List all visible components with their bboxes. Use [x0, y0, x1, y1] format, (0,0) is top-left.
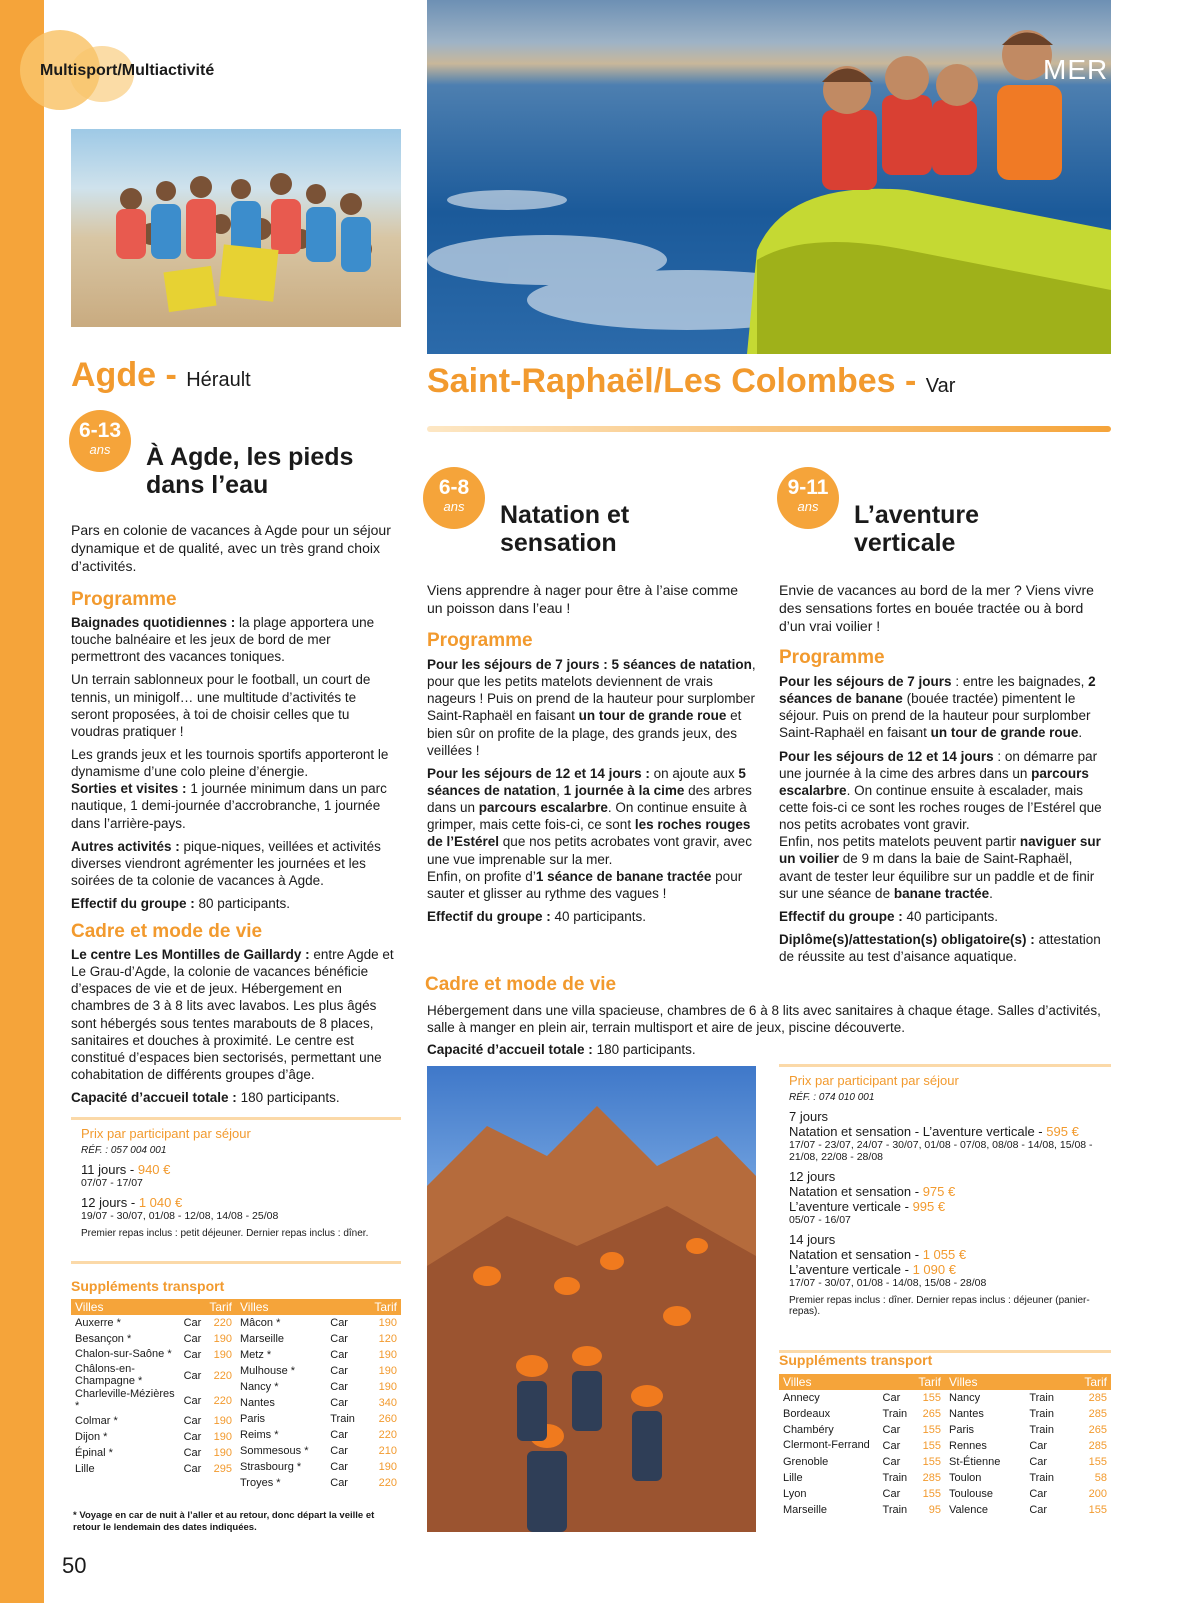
sr-cap-b: Capacité d’accueil totale : [427, 1042, 593, 1057]
transport-mode: Car [330, 1381, 348, 1393]
transport-row [945, 1422, 1111, 1438]
transport-price: 220 [213, 1369, 232, 1382]
sr-b-p2-b: Pour les séjours de 12 et 14 jours [779, 748, 994, 764]
sr-a-headline: Natation et sensation [500, 501, 630, 557]
sr-a-p3-e: pour sauter et glisser au rythme des vagues ! [427, 868, 743, 901]
sr-ref: RÉF. : 074 010 001 [789, 1092, 875, 1103]
sr-title-text: Saint-Raphaël/Les Colombes - [427, 362, 926, 400]
sr-b-p5: attestation de réussite au test d’aisance aquatique. [779, 931, 1101, 965]
agde-o1-dates: 07/07 - 17/07 [81, 1177, 143, 1189]
transport-row [779, 1438, 945, 1454]
sr-b-age-badge [777, 467, 839, 529]
agde-age-unit: ans [89, 442, 111, 457]
transport-mode: Car [183, 1415, 202, 1428]
transport-mode: Train [882, 1408, 908, 1420]
transport-row [236, 1459, 401, 1475]
sr-o2-l1: Natation et sensation - [789, 1184, 923, 1199]
transport-price: 155 [922, 1392, 941, 1404]
agde-o2-dates: 19/07 - 30/07, 01/08 - 12/08, 14/08 - 25/08 [81, 1210, 279, 1222]
agde-o1-price: 940 € [137, 1162, 171, 1177]
transport-mode: Train [1029, 1424, 1054, 1436]
agde-c1: entre Agde et Le Grau-d’Agde, la colonie de vacances bénéficie d’espaces de vie et de jeux. Hébergement en chambres de 3 à 8 lits avec lavabos. Les plus âgés sont hébergés sous tentes marabouts de 8 places, sanitaires et douches à proximité. Le centre est constitué d’espaces bien sectorisés, permettant une cohabitation de différents groupes d’âge. [71, 947, 394, 1082]
transport-city: Toulon [949, 1472, 982, 1484]
sr-region: Var [925, 375, 956, 397]
sr-b-p1-b2: 2 séances de banane [779, 674, 1096, 707]
transport-mode: Train [1029, 1408, 1054, 1420]
agde-o2-price: 1 040 € [138, 1195, 183, 1210]
sr-transport-table-right [945, 1374, 1111, 1518]
agde-p1: la plage apportera une touche balnéaire et les jeux de bord de mer permettront des vacances toniques. [71, 615, 375, 665]
agde-age-badge [69, 410, 131, 472]
sr-a-p3-b: 1 séance de banane tractée [535, 868, 712, 884]
sr-o3-p2: 1 090 € [912, 1262, 956, 1277]
agde-transport-table-right [236, 1299, 401, 1491]
transport-row [71, 1363, 236, 1388]
transport-mode: Car [183, 1333, 202, 1345]
sr-o1-days: 7 jours [789, 1109, 829, 1124]
agde-p6-b: Effectif du groupe : [71, 896, 195, 912]
sr-a-programme-title: Programme [427, 630, 533, 651]
sr-o1-line: Natation et sensation - L’aventure verticale - [789, 1124, 1047, 1139]
sr-a-p2-e: . On continue ensuite à grimper, mais cette fois-ci, ce sont [427, 800, 747, 833]
agde-c2: 180 participants. [236, 1090, 340, 1106]
sr-b-p1-b3: un tour de grande roue [930, 725, 1079, 741]
agde-o1-days: 11 jours - [81, 1162, 138, 1177]
transport-mode: Car [882, 1392, 901, 1404]
transport-city: Bordeaux [783, 1408, 831, 1420]
transport-row [945, 1438, 1111, 1454]
transport-mode: Car [183, 1447, 202, 1460]
transport-city: Lille [783, 1472, 803, 1484]
agde-cadre [71, 946, 396, 1106]
sr-supp-title: Suppléments transport [779, 1352, 933, 1368]
transport-city: Charleville-Mézières * [75, 1388, 175, 1412]
transport-row [71, 1429, 236, 1445]
sr-cadre-title: Cadre et mode de vie [425, 974, 617, 995]
transport-city: Paris [240, 1413, 266, 1425]
transport-mode: Train [330, 1413, 355, 1425]
sr-b-p3-e: . [989, 885, 993, 901]
sr-b-p5-b: Diplôme(s)/attestation(s) obligatoire(s) : [779, 931, 1035, 947]
sr-b-p2-b2: parcours escalarbre [779, 765, 1089, 798]
sr-b-age: 9-11 [787, 476, 829, 499]
sr-b-programme-title: Programme [779, 647, 885, 668]
transport-price: 190 [378, 1381, 397, 1393]
theme-label: MER [1043, 54, 1109, 85]
transport-price: 95 [928, 1504, 941, 1516]
sr-a-p2-b4: parcours escalarbre [478, 800, 608, 816]
transport-row [779, 1454, 945, 1470]
transport-mode: Car [183, 1431, 202, 1444]
transport-row [236, 1315, 401, 1331]
transport-price: 155 [1088, 1456, 1107, 1468]
agde-c1-b: Le centre Les Montilles de Gaillardy : [71, 947, 310, 962]
transport-city: Rennes [949, 1440, 987, 1452]
transport-price: 285 [1088, 1408, 1107, 1420]
agde-programme [71, 614, 396, 912]
sr-b-p4: 40 participants. [902, 908, 999, 924]
transport-row [945, 1406, 1111, 1422]
agde-title [71, 356, 251, 395]
transport-price: 155 [922, 1456, 941, 1468]
transport-row [236, 1475, 401, 1491]
transport-price: 190 [213, 1349, 232, 1361]
transport-mode: Car [1029, 1440, 1048, 1452]
sr-o3-p1: 1 055 € [922, 1247, 967, 1262]
sr-a-p3: Enfin, on profite d’ [427, 868, 536, 884]
transport-mode: Car [183, 1394, 202, 1407]
sr-o3-dates: 17/07 - 30/07, 01/08 - 14/08, 15/08 - 28/08 [789, 1277, 987, 1289]
transport-mode: Car [330, 1349, 348, 1361]
agde-title-text: Agde - [71, 356, 187, 394]
transport-price: 190 [213, 1415, 232, 1428]
transport-city: Grenoble [783, 1456, 829, 1468]
sr-a-p1-e: et bien sûr on profite de la plage, des grands jeux, des veillées ! [427, 708, 742, 758]
transport-city: Châlons-en-Champagne * [75, 1363, 143, 1387]
transport-city: Colmar * [75, 1415, 118, 1428]
th-tarif: Tarif [913, 1374, 945, 1390]
transport-price: 155 [922, 1488, 941, 1500]
transport-row [779, 1486, 945, 1502]
agde-region: Hérault [186, 369, 251, 391]
transport-city: Paris [949, 1424, 975, 1436]
sr-a-p2: on ajoute aux [649, 765, 739, 781]
transport-price: 220 [378, 1477, 397, 1489]
agde-p1-b: Baignades quotidiennes : [71, 615, 236, 630]
transport-row [236, 1443, 401, 1459]
sr-a-age-badge [423, 467, 485, 529]
agde-footnote: * Voyage en car de nuit à l’aller et au retour, donc départ la veille et retour le lendemain des dates indiquées. [73, 1510, 375, 1534]
sr-b-programme [779, 673, 1104, 965]
transport-city: Besançon * [75, 1333, 132, 1345]
transport-price: 285 [1088, 1440, 1107, 1452]
transport-row [71, 1315, 236, 1331]
transport-city: Lille [75, 1463, 95, 1476]
sr-transport-table-left [779, 1374, 945, 1518]
transport-mode: Train [882, 1504, 908, 1516]
agde-p4-b: Sorties et visites : [71, 781, 187, 797]
agde-group-photo [71, 129, 401, 327]
sr-b-headline: L’aventure verticale [854, 501, 980, 557]
transport-mode: Car [330, 1333, 348, 1345]
transport-price: 265 [922, 1408, 941, 1420]
transport-price: 190 [213, 1431, 232, 1444]
transport-price: 210 [378, 1445, 397, 1457]
transport-price: 340 [378, 1397, 397, 1409]
transport-price: 260 [378, 1413, 397, 1425]
sr-b-p2-c: . On continue ensuite à escalader, mais cette fois-ci ce sont les roches rouges de l’Estérel que nos petits acrobates vont gravir. [779, 782, 1102, 833]
side-band [0, 0, 44, 1603]
transport-city: Nancy [949, 1392, 981, 1404]
sr-b-p3-b: naviguer sur un voilier [779, 834, 1101, 867]
transport-mode: Car [330, 1317, 348, 1329]
transport-price: 190 [378, 1365, 397, 1377]
transport-row [945, 1454, 1111, 1470]
sr-b-p4-b: Effectif du groupe : [779, 908, 903, 924]
transport-city: Mâcon * [240, 1317, 281, 1329]
climbing-photo [427, 1066, 756, 1532]
transport-row [779, 1406, 945, 1422]
agde-ref: RÉF. : 057 004 001 [81, 1145, 167, 1156]
transport-mode: Car [882, 1424, 901, 1436]
transport-price: 295 [213, 1463, 232, 1476]
transport-price: 220 [213, 1317, 232, 1329]
transport-city: Clermont-Ferrand [783, 1439, 870, 1452]
agde-cadre-title: Cadre et mode de vie [71, 921, 263, 942]
th-tarif: Tarif [205, 1299, 236, 1315]
transport-price: 190 [378, 1349, 397, 1361]
sr-a-programme [427, 656, 762, 925]
transport-price: 190 [378, 1461, 397, 1473]
transport-city: Chambéry [783, 1424, 834, 1436]
agde-p3: Les grands jeux et les tournois sportifs apporteront le dynamisme d’une colo pleine d’énergie. [71, 746, 389, 780]
transport-price: 220 [213, 1394, 232, 1407]
sr-a-age: 6-8 [438, 476, 470, 499]
transport-price: 155 [922, 1424, 941, 1436]
sr-b-age-unit: ans [797, 499, 819, 514]
agde-o2-days: 12 jours - [81, 1195, 139, 1210]
sr-o2-l2: L’aventure verticale - [789, 1199, 913, 1214]
transport-city: Nantes [240, 1397, 275, 1409]
transport-price: 285 [1088, 1392, 1107, 1404]
transport-mode: Car [330, 1445, 348, 1457]
sr-a-p2-f: que nos petits acrobates vont gravir, avec une vue imprenable sur la mer. [427, 834, 752, 867]
transport-mode: Car [330, 1461, 348, 1473]
transport-row [236, 1427, 401, 1443]
agde-p5: pique-niques, veillées et activités diverses viendront agrémenter les journées et les soirées de ta colonie de vacances à Agde. [71, 838, 381, 888]
transport-mode: Car [882, 1440, 901, 1452]
sr-cadre: Hébergement dans une villa spacieuse, chambres de 6 à 8 lits avec sanitaires à chaque étage. Salles d’activités, salle à manger en plein air, terrain multisport et aire de jeux, piscine découverte. [427, 1003, 1101, 1036]
transport-row [236, 1347, 401, 1363]
transport-mode: Car [330, 1477, 348, 1489]
agde-p6: 80 participants. [194, 896, 291, 912]
sr-b-p1-c: (bouée tractée) pimentent le séjour. Puis on prend de la hauteur pour surplomber Saint-Raphaël en faisant [779, 691, 1091, 741]
transport-row [236, 1411, 401, 1427]
agde-supp-title: Suppléments transport [71, 1278, 225, 1294]
transport-mode: Car [882, 1456, 901, 1468]
agde-meals: Premier repas inclus : petit déjeuner. Dernier repas inclus : dîner. [81, 1228, 369, 1239]
agde-intro: Pars en colonie de vacances à Agde pour un séjour dynamique et de qualité, avec un très grand choix d’activités. [71, 522, 391, 574]
transport-mode: Car [183, 1369, 202, 1382]
transport-city: Chalon-sur-Saône * [75, 1348, 172, 1361]
sr-b-p1: : entre les baignades, [951, 674, 1089, 689]
sr-meals: Premier repas inclus : dîner. Dernier repas inclus : déjeuner (panier-repas). [789, 1295, 1090, 1317]
transport-city: Mulhouse * [240, 1365, 296, 1377]
transport-mode: Car [1029, 1504, 1048, 1516]
sr-b-p3: Enfin, nos petits matelots peuvent partir [779, 834, 1020, 850]
transport-mode: Car [183, 1349, 202, 1361]
sr-b-p3-c: de 9 m dans la baie de Saint-Raphaël, avant de tester leur équilibre sur un paddle et de finir sur une séance de [779, 851, 1095, 901]
transport-city: Lyon [783, 1488, 807, 1500]
transport-city: Reims * [240, 1429, 279, 1441]
agde-c2-b: Capacité d’accueil totale : [71, 1090, 237, 1106]
sr-a-intro: Viens apprendre à nager pour être à l’aise comme un poisson dans l’eau ! [427, 582, 739, 616]
agde-age: 6-13 [78, 419, 122, 442]
transport-city: Toulouse [949, 1488, 994, 1500]
sr-a-p1-b: Pour les séjours de 7 jours : 5 séances de natation [427, 657, 752, 672]
sr-o2-p2: 995 € [912, 1199, 946, 1214]
transport-city: Nancy * [240, 1381, 279, 1393]
sr-o2-dates: 05/07 - 16/07 [789, 1214, 851, 1226]
transport-price: 285 [922, 1472, 941, 1484]
th-tarif: Tarif [1069, 1374, 1111, 1390]
agde-price-label: Prix par participant par séjour [81, 1126, 251, 1141]
th-villes: Villes [236, 1299, 326, 1315]
transport-row [236, 1331, 401, 1347]
transport-mode: Car [1029, 1488, 1048, 1500]
sr-o2-days: 12 jours [789, 1169, 836, 1184]
sr-divider [427, 426, 1111, 432]
transport-city: Strasbourg * [240, 1461, 302, 1473]
agde-headline: À Agde, les pieds dans l’eau [146, 443, 354, 499]
sr-o1-dates: 17/07 - 23/07, 24/07 - 30/07, 01/08 - 07/08, 08/08 - 14/08, 15/08 - 21/08, 22/08 - 28/08 [789, 1139, 1093, 1163]
sr-b-intro: Envie de vacances au bord de la mer ? Viens vivre des sensations fortes en bouée tractée ou à bord d’un vrai voilier ! [779, 582, 1094, 634]
transport-row [71, 1445, 236, 1461]
transport-row [71, 1347, 236, 1363]
sr-a-p2-b: Pour les séjours de 12 et 14 jours : [427, 765, 650, 781]
transport-city: Marseille [240, 1333, 285, 1345]
th-villes: Villes [71, 1299, 180, 1315]
transport-city: Marseille [783, 1504, 828, 1516]
transport-row [779, 1390, 945, 1406]
th-tarif: Tarif [365, 1299, 401, 1315]
sr-o1-price: 595 € [1046, 1124, 1079, 1139]
transport-row [71, 1461, 236, 1477]
transport-city: Sommesous * [240, 1445, 309, 1457]
th-villes: Villes [779, 1374, 879, 1390]
sr-price-label: Prix par participant par séjour [789, 1073, 959, 1088]
transport-mode: Car [330, 1429, 348, 1441]
transport-row [71, 1388, 236, 1413]
transport-row [71, 1413, 236, 1429]
transport-row [779, 1422, 945, 1438]
sr-a-p2-b2: 5 séances de natation [427, 765, 746, 798]
transport-city: Épinal * [75, 1447, 113, 1460]
transport-city: Auxerre * [75, 1317, 121, 1329]
transport-row [779, 1470, 945, 1486]
sr-b-p1-e: . [1078, 725, 1083, 741]
transport-mode: Train [882, 1472, 908, 1484]
sr-a-p2-d: des arbres dans un [427, 782, 752, 816]
sr-capacity [427, 1041, 1107, 1058]
sr-a-p2-b5: les roches rouges de l’Estérel [427, 817, 751, 850]
transport-mode: Car [882, 1488, 901, 1500]
sr-o2-p1: 975 € [922, 1184, 956, 1199]
sr-a-p1: , pour que les petits matelots deviennent de vrais nageurs ! Puis on prend de la hauteur pour surplomber Saint-Raphaël en faisant [427, 657, 756, 724]
sr-a-p2-b3: 1 journée à la cime [563, 782, 685, 798]
sr-a-age-unit: ans [443, 499, 465, 514]
transport-price: 220 [378, 1429, 397, 1441]
sr-cap: 180 participants. [592, 1042, 696, 1057]
transport-price: 265 [1088, 1424, 1107, 1436]
transport-city: Valence [949, 1504, 988, 1516]
transport-city: Metz * [240, 1349, 272, 1361]
agde-p4: 1 journée minimum dans un parc nautique, 1 demi-journée d’accrobranche, 1 journée dans l’arrière-pays. [71, 781, 387, 831]
transport-row [945, 1390, 1111, 1406]
sr-o3-days: 14 jours [789, 1232, 836, 1247]
agde-p2: Un terrain sablonneux pour le football, un court de tennis, un minigolf… une multitude d’activités te seront proposées, à toi de choisir celles que tu voudras pratiquer ! [71, 672, 371, 739]
sr-a-p1-b2: un tour de grande roue [578, 708, 727, 724]
transport-mode: Train [1029, 1392, 1054, 1404]
transport-city: St-Étienne [949, 1456, 1001, 1468]
category-label: Multisport/Multiactivité [40, 62, 215, 79]
transport-mode: Train [1029, 1472, 1054, 1484]
transport-price: 190 [213, 1447, 232, 1460]
transport-city: Nantes [949, 1408, 984, 1420]
agde-transport-table-left [71, 1299, 236, 1477]
transport-price: 155 [922, 1440, 941, 1452]
sr-title [427, 362, 955, 401]
transport-row [945, 1486, 1111, 1502]
transport-mode: Car [183, 1317, 202, 1329]
agde-price-box [71, 1117, 401, 1264]
transport-row [71, 1331, 236, 1347]
transport-row [236, 1363, 401, 1379]
transport-row [236, 1379, 401, 1395]
transport-price: 58 [1094, 1472, 1107, 1484]
transport-mode: Car [330, 1397, 348, 1409]
transport-row [945, 1470, 1111, 1486]
sr-b-p3-b2: banane tractée [893, 885, 990, 901]
agde-programme-title: Programme [71, 589, 177, 610]
sr-a-p4: 40 participants. [550, 908, 647, 924]
sr-price-box [779, 1064, 1111, 1353]
transport-city: Annecy [783, 1392, 820, 1404]
transport-price: 190 [213, 1333, 232, 1345]
sr-b-p2: : on démarre par une journée à la cime des arbres dans un [779, 748, 1098, 781]
sr-a-p2-c: , [556, 782, 564, 798]
transport-price: 200 [1088, 1488, 1107, 1500]
transport-row [779, 1502, 945, 1518]
transport-city: Troyes * [240, 1477, 281, 1489]
sr-b-p1-b: Pour les séjours de 7 jours [779, 674, 952, 689]
page-number: 50 [62, 1553, 87, 1578]
sr-o3-l2: L’aventure verticale - [789, 1262, 913, 1277]
transport-mode: Car [1029, 1456, 1048, 1468]
transport-row [945, 1502, 1111, 1518]
agde-p5-b: Autres activités : [71, 838, 180, 854]
transport-price: 190 [378, 1317, 397, 1329]
sr-o3-l1: Natation et sensation - [789, 1247, 923, 1262]
transport-row [236, 1395, 401, 1411]
transport-price: 155 [1088, 1504, 1107, 1516]
transport-price: 120 [378, 1333, 397, 1345]
banana-boat-photo [427, 0, 1111, 354]
transport-city: Dijon * [75, 1431, 108, 1444]
transport-mode: Car [330, 1365, 348, 1377]
th-villes: Villes [945, 1374, 1025, 1390]
transport-mode: Car [183, 1463, 202, 1476]
sr-a-p4-b: Effectif du groupe : [427, 908, 551, 924]
